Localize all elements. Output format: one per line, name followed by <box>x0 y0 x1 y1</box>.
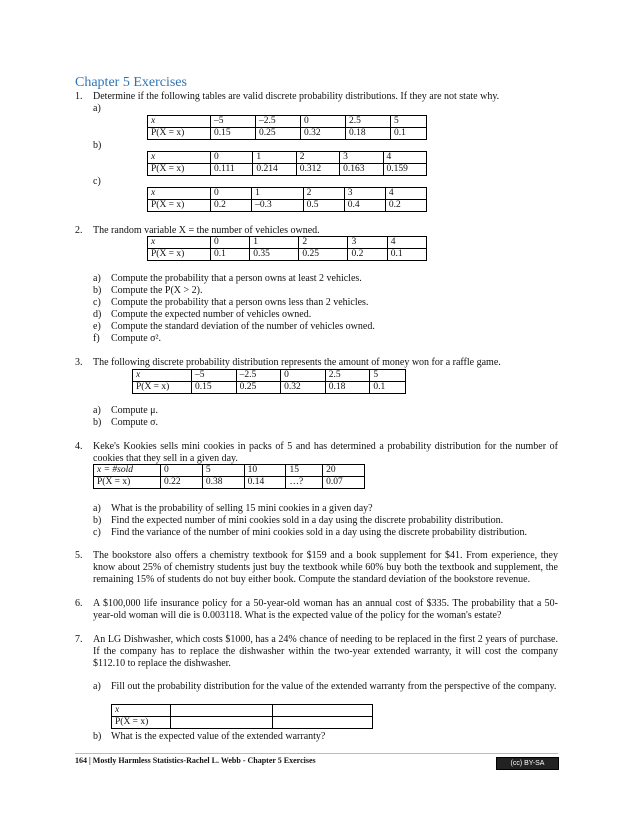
table-row <box>148 164 427 176</box>
table-cell: 5 <box>370 370 406 382</box>
footer-divider <box>75 753 558 754</box>
table-cell: P(X = x) <box>148 128 211 140</box>
table-row <box>148 128 427 140</box>
q2b-label: b) <box>93 285 102 296</box>
table-cell: 0 <box>211 237 250 249</box>
q4c-label: c) <box>93 527 101 538</box>
q1b-table <box>147 151 427 176</box>
table-cell: 20 <box>323 465 365 477</box>
table-row <box>148 249 427 261</box>
table-cell: 0 <box>161 465 203 477</box>
q4a-label: a) <box>93 503 101 514</box>
table-cell: 0.25 <box>299 249 348 261</box>
q4-table <box>93 464 365 489</box>
table-cell: 0.1 <box>211 249 250 261</box>
table-cell: 0.2 <box>348 249 387 261</box>
table-cell: 0.1 <box>387 249 426 261</box>
q4-number: 4. <box>75 441 83 452</box>
table-cell: 0.22 <box>161 477 203 489</box>
table-cell: 3 <box>344 188 385 200</box>
q2d-label: d) <box>93 309 102 320</box>
q1b-label: b) <box>93 140 102 151</box>
q2a-label: a) <box>93 273 101 284</box>
table-cell: 4 <box>383 152 426 164</box>
table-cell: 0.18 <box>325 382 370 394</box>
table-cell: 0.18 <box>346 128 391 140</box>
q2-table <box>147 236 427 261</box>
table-cell: 10 <box>244 465 286 477</box>
q2a-text: Compute the probability that a person owns at least 2 vehicles. <box>111 273 362 284</box>
empty-cell <box>171 717 273 729</box>
q1-number: 1. <box>75 91 83 102</box>
table-cell: x <box>133 370 192 382</box>
table-row <box>148 237 427 249</box>
q2b-text: Compute the P(X > 2). <box>111 285 203 296</box>
table-cell: 15 <box>286 465 323 477</box>
table-cell: P(X = x) <box>148 249 211 261</box>
table-cell: 0.25 <box>256 128 301 140</box>
table-cell: 0.14 <box>244 477 286 489</box>
q3a-text: Compute μ. <box>111 405 159 416</box>
q6-number: 6. <box>75 598 83 609</box>
table-cell: 0.159 <box>383 164 426 176</box>
table-cell: 0.111 <box>211 164 253 176</box>
table-cell: P(X = x) <box>112 717 171 729</box>
table-row <box>148 116 427 128</box>
table-cell: 0 <box>301 116 346 128</box>
table-cell: –5 <box>192 370 237 382</box>
table-cell: 0.32 <box>281 382 326 394</box>
table-cell: 0.2 <box>211 200 252 212</box>
q3a-label: a) <box>93 405 101 416</box>
table-cell: –5 <box>211 116 256 128</box>
table-cell: P(X = x) <box>148 200 211 212</box>
q1a-table <box>147 115 427 140</box>
q7-table <box>111 704 373 729</box>
q4b-label: b) <box>93 515 102 526</box>
table-cell: 2 <box>303 188 344 200</box>
table-cell: 0.38 <box>202 477 244 489</box>
q2d-text: Compute the expected number of vehicles owned. <box>111 309 312 320</box>
table-cell: 0.25 <box>236 382 281 394</box>
table-cell: 5 <box>202 465 244 477</box>
q2f-label: f) <box>93 333 100 344</box>
table-row <box>148 200 427 212</box>
q6-text: A $100,000 life insurance policy for a 50-year-old woman has an annual cost of $335. The probability that a 50-year-old woman will die is 0.003118. What is the expected value of the policy for the woman's estate? <box>93 598 558 621</box>
table-cell: 0.312 <box>296 164 339 176</box>
table-cell: 2.5 <box>346 116 391 128</box>
q7b-text: What is the expected value of the extended warranty? <box>111 731 326 742</box>
q4b-text: Find the expected number of mini cookies sold in a day using the discrete probability distribution. <box>111 515 504 526</box>
table-cell: 0 <box>211 188 252 200</box>
table-row <box>148 152 427 164</box>
table-cell: 0.1 <box>391 128 427 140</box>
table-cell: 1 <box>250 237 299 249</box>
table-cell: 0.15 <box>211 128 256 140</box>
table-row <box>133 382 406 394</box>
table-row <box>133 370 406 382</box>
table-cell: 0.1 <box>370 382 406 394</box>
table-cell: –2.5 <box>256 116 301 128</box>
q7a-label: a) <box>93 681 101 692</box>
table-cell: x = #sold <box>94 465 161 477</box>
q2e-text: Compute the standard deviation of the number of vehicles owned. <box>111 321 375 332</box>
table-cell: 2 <box>299 237 348 249</box>
table-row <box>148 188 427 200</box>
q2c-label: c) <box>93 297 101 308</box>
license-text: BY-SA <box>524 760 545 767</box>
creative-commons-icon: (cc) <box>510 760 525 767</box>
q3b-label: b) <box>93 417 102 428</box>
table-cell: 4 <box>385 188 426 200</box>
page-footer: 164 | Mostly Harmless Statistics-Rachel L. Webb - Chapter 5 Exercises <box>75 756 316 765</box>
table-cell: x <box>148 116 211 128</box>
table-cell: x <box>148 152 211 164</box>
table-cell: P(X = x) <box>148 164 211 176</box>
q4a-text: What is the probability of selling 15 mini cookies in a given day? <box>111 503 373 514</box>
table-cell: 0.163 <box>340 164 383 176</box>
q3-table <box>132 369 406 394</box>
q4c-text: Find the variance of the number of mini cookies sold in a day using the discrete probability distribution. <box>111 527 528 538</box>
q3b-text: Compute σ. <box>111 417 159 428</box>
table-cell: 0.2 <box>385 200 426 212</box>
q7a-text: Fill out the probability distribution for the value of the extended warranty from the perspective of the company. <box>111 681 557 692</box>
table-cell: P(X = x) <box>94 477 161 489</box>
table-cell: x <box>148 237 211 249</box>
table-cell: 1 <box>253 152 296 164</box>
table-cell: 2 <box>296 152 339 164</box>
empty-cell <box>273 705 373 717</box>
table-cell: 3 <box>340 152 383 164</box>
table-row <box>112 705 373 717</box>
table-cell: 1 <box>252 188 303 200</box>
page-title: Chapter 5 Exercises <box>75 75 187 90</box>
q3-number: 3. <box>75 357 83 368</box>
q7-number: 7. <box>75 634 83 645</box>
table-cell: 0.4 <box>344 200 385 212</box>
table-cell: –2.5 <box>236 370 281 382</box>
q5-text: The bookstore also offers a chemistry textbook for $159 and a book supplement for $41. From experience, they know about 25% of chemistry students just buy the textbook while 60% buy both the textbook and supplement, the remaining 15% of students do not buy either book. Compute the standard deviation of the bookstore revenue. <box>93 550 558 585</box>
table-cell: 0.07 <box>323 477 365 489</box>
q7-text: An LG Dishwasher, which costs $1000, has a 24% chance of needing to be replaced in the first 2 years of purchase. If the company has to replace the dishwasher within the two-year extended warranty, it will cost the company $112.10 to replace the dishwasher. <box>93 634 558 669</box>
q3-text: The following discrete probability distribution represents the amount of money won for a raffle game. <box>93 357 501 368</box>
q1a-label: a) <box>93 103 101 114</box>
table-cell: x <box>112 705 171 717</box>
q1c-table <box>147 187 427 212</box>
cc-license-badge <box>496 757 559 770</box>
table-cell: 4 <box>387 237 426 249</box>
q2-text: The random variable X = the number of vehicles owned. <box>93 225 320 236</box>
table-cell: …? <box>286 477 323 489</box>
table-cell: 0.5 <box>303 200 344 212</box>
table-row <box>94 465 365 477</box>
table-cell: –0.3 <box>252 200 303 212</box>
table-cell: 0.32 <box>301 128 346 140</box>
table-cell: P(X = x) <box>133 382 192 394</box>
table-cell: 2.5 <box>325 370 370 382</box>
empty-cell <box>171 705 273 717</box>
q2f-text: Compute σ². <box>111 333 162 344</box>
table-row <box>94 477 365 489</box>
q2-number: 2. <box>75 225 83 236</box>
table-cell: 0 <box>281 370 326 382</box>
table-cell: x <box>148 188 211 200</box>
table-cell: 0.214 <box>253 164 296 176</box>
table-row <box>112 717 373 729</box>
table-cell: 0.15 <box>192 382 237 394</box>
q7b-label: b) <box>93 731 102 742</box>
q2c-text: Compute the probability that a person owns less than 2 vehicles. <box>111 297 369 308</box>
q1-text: Determine if the following tables are valid discrete probability distributions. If they are not state why. <box>93 91 500 102</box>
q2e-label: e) <box>93 321 101 332</box>
q4-text: Keke's Kookies sells mini cookies in packs of 5 and has determined a probability distribution for the number of cookies that they sell in a given day. <box>93 441 558 464</box>
table-cell: 3 <box>348 237 387 249</box>
table-cell: 0 <box>211 152 253 164</box>
empty-cell <box>273 717 373 729</box>
table-cell: 0.35 <box>250 249 299 261</box>
q1c-label: c) <box>93 176 101 187</box>
table-cell: 5 <box>391 116 427 128</box>
q5-number: 5. <box>75 550 83 561</box>
